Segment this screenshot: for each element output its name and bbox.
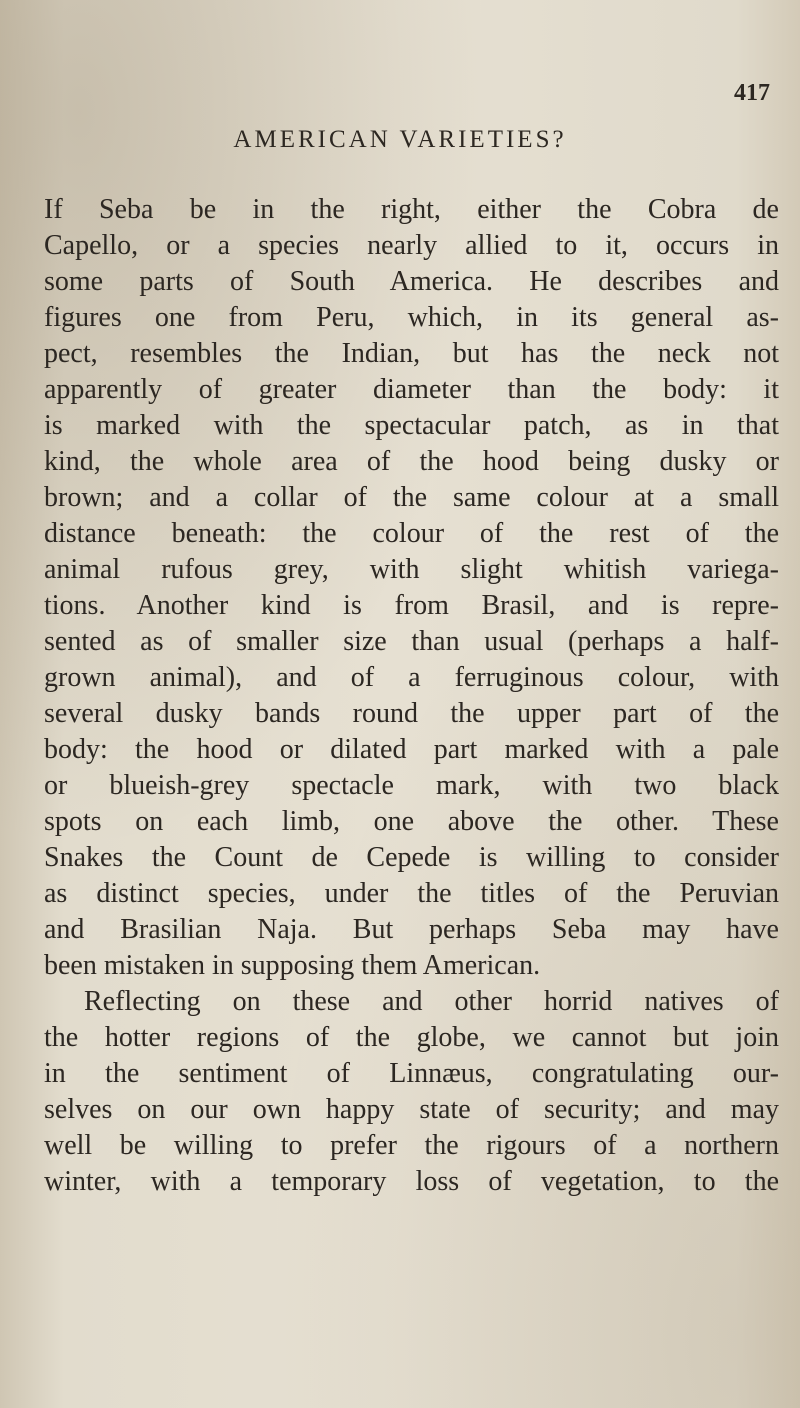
text-line: Reflecting on these and other horrid natives of bbox=[84, 986, 779, 1017]
text-line: in the sentiment of Linnæus, congratulating our- bbox=[44, 1058, 779, 1089]
text-line: and Brasilian Naja. But perhaps Seba may have bbox=[44, 914, 779, 945]
text-line: winter, with a temporary loss of vegetation, to the bbox=[44, 1166, 779, 1197]
text-line: figures one from Peru, which, in its general as- bbox=[44, 302, 779, 333]
text-line: well be willing to prefer the rigours of a northern bbox=[44, 1130, 779, 1161]
text-line: brown; and a collar of the same colour at a small bbox=[44, 482, 779, 513]
body-text bbox=[44, 192, 779, 1200]
text-line: distance beneath: the colour of the rest of the bbox=[44, 518, 779, 549]
text-line: some parts of South America. He describes and bbox=[44, 266, 779, 297]
text-line: body: the hood or dilated part marked with a pale bbox=[44, 734, 779, 765]
text-line: apparently of greater diameter than the body: it bbox=[44, 374, 779, 405]
text-line: Capello, or a species nearly allied to it, occurs in bbox=[44, 230, 779, 261]
text-line: been mistaken in supposing them American. bbox=[44, 950, 541, 981]
text-line: tions. Another kind is from Brasil, and is repre- bbox=[44, 590, 779, 621]
text-line: Snakes the Count de Cepede is willing to consider bbox=[44, 842, 779, 873]
text-line: as distinct species, under the titles of the Peruvian bbox=[44, 878, 779, 909]
running-head: AMERICAN VARIETIES? bbox=[233, 126, 567, 153]
text-line: If Seba be in the right, either the Cobra de bbox=[44, 194, 779, 225]
text-line: kind, the whole area of the hood being dusky or bbox=[44, 446, 779, 477]
text-line: several dusky bands round the upper part of the bbox=[44, 698, 779, 729]
text-line: the hotter regions of the globe, we cannot but join bbox=[44, 1022, 779, 1053]
text-line: grown animal), and of a ferruginous colour, with bbox=[44, 662, 779, 693]
text-line: pect, resembles the Indian, but has the neck not bbox=[44, 338, 779, 369]
page-number: 417 bbox=[734, 80, 770, 106]
text-line: is marked with the spectacular patch, as in that bbox=[44, 410, 779, 441]
text-line: spots on each limb, one above the other. These bbox=[44, 806, 779, 837]
text-line: selves on our own happy state of security; and may bbox=[44, 1094, 779, 1125]
text-line: or blueish-grey spectacle mark, with two black bbox=[44, 770, 779, 801]
text-line: animal rufous grey, with slight whitish variega- bbox=[44, 554, 779, 585]
text-line: sented as of smaller size than usual (perhaps a half- bbox=[44, 626, 779, 657]
